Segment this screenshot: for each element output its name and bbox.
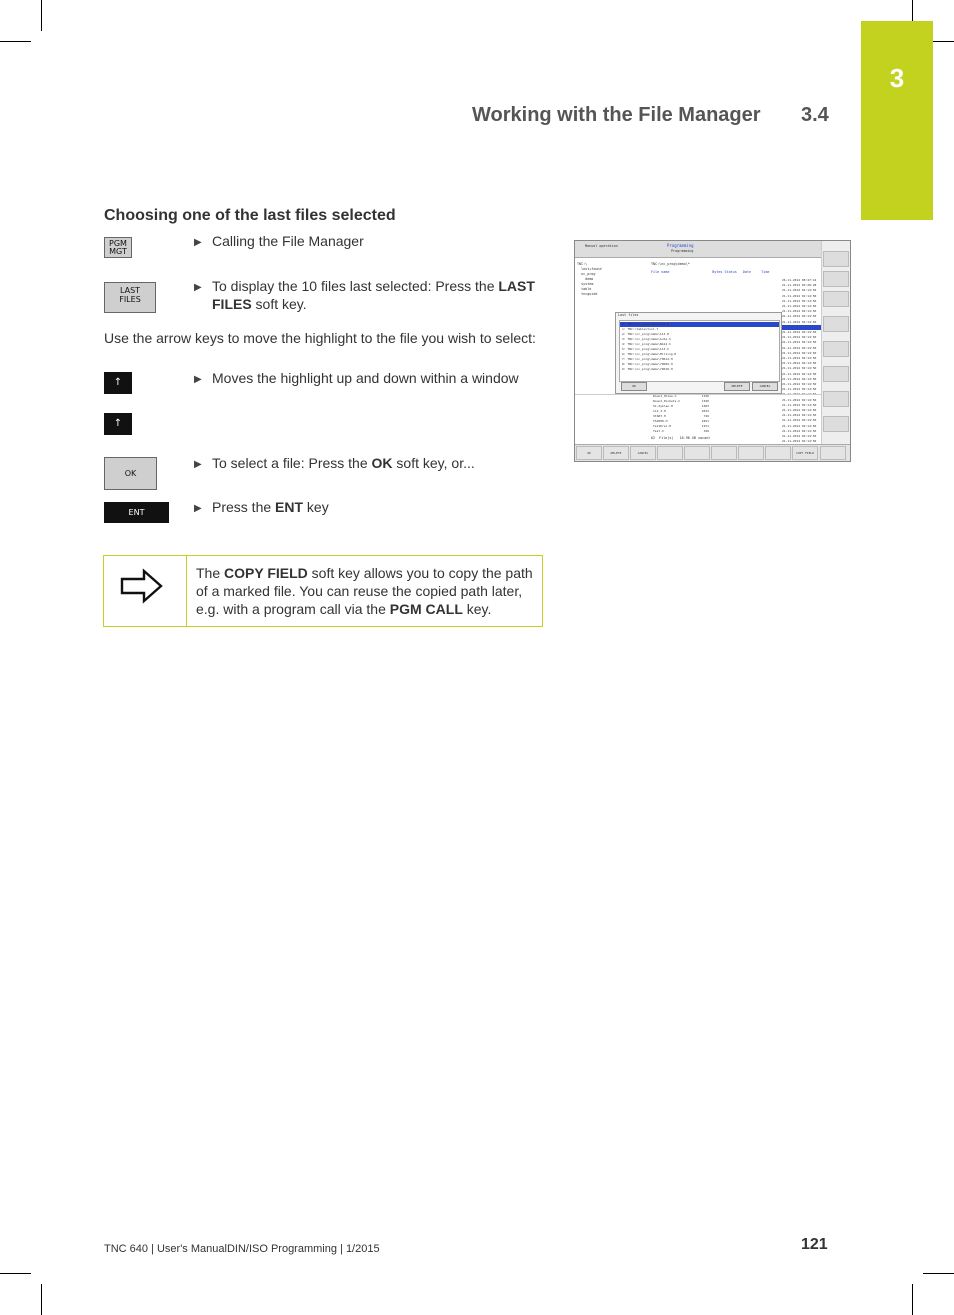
tip-note-box	[103, 555, 543, 627]
chapter-tab	[861, 21, 933, 220]
footer-text: TNC 640 | User's ManualDIN/ISO Programming | 1/2015	[104, 1243, 380, 1255]
vertical-softkey-column	[821, 241, 850, 447]
mode-bar	[575, 241, 821, 258]
arrow-down-key-icon: ↑	[104, 413, 132, 435]
dialog-delete-button[interactable]: DELETE	[724, 382, 750, 391]
crop-mark	[0, 41, 31, 42]
last-files-dialog	[615, 312, 782, 394]
note-text: The COPY FIELD soft key allows you to copy the path of a marked file. You can reuse the copied path later, e.g. with a program call via the PGM CALL key.	[196, 565, 533, 617]
page-number: 121	[801, 1236, 828, 1253]
file-date-column: 26-11-2014 08:47:42 21-11-2014 02:28:28 21-11-2014 02:14:50 21-11-2014 02:14:50 21-11-2014 02:14:50 21-11-2014 02:14:50 21-11-2014 02:14:50 21-11-2014 02:14:50 21-11-2014 02:14:50 21-11-2014 02:14:50 21-11-2014 02:14:50 21-11-2014 02:14:50 21-11-2014 02:14:50 21-11-2014 02:14:50 21-11-2014 02:14:50 21-11-2014 02:14:50 21-11-2014 02:14:50 21-11-2014 02:14:50 21-11-2014 02:14:50 21-11-2014 02:14:50 21-11-2014 02:14:50 21-11-2014 02:14:50 21-11-2014 02:14:50 21-11-2014 02:14:50 21-11-2014 02:14:50 21-11-2014 02:14:50 21-11-2014 02:14:50 21-11-2014 02:14:50 21-11-2014 02:14:50 21-11-2014 02:14:50	[782, 278, 817, 444]
tnc-screen-screenshot	[574, 240, 851, 462]
triangle-bullet-icon: ▶	[194, 459, 202, 470]
vertical-softkey[interactable]	[823, 341, 849, 357]
softkey-empty[interactable]	[684, 446, 710, 460]
last-files-list[interactable]	[619, 320, 780, 382]
bottom-file-list: Round_Holes.h 1326 Round_Pockets.h 1520 SC-Zyklen.H 1603 sl2_3.H 4013 START.H 746 TA2000.H 2451 TestDrei.H 1971 Test.h 329	[653, 394, 709, 433]
status-line: 62 File(s) 16.96 GB vacant	[651, 436, 711, 440]
note-divider	[186, 556, 187, 626]
ok-softkey-icon: OK	[104, 457, 157, 490]
running-header-title: Working with the File Manager	[472, 104, 761, 126]
vertical-softkey[interactable]	[823, 271, 849, 287]
crop-mark	[41, 1284, 42, 1315]
last-files-entries: 0: TNC:\nc_prog\demo\113.H 1: TNC:\table\tool.t 2: TNC:\nc_prog\demo\113.H 3: TNC:\nc_prog\demo\Sute.h 4: TNC:\nc_prog\demo\NA12.h 5: TNC:\nc_prog\demo\113.h 6: TNC:\nc_prog\demo\Milling.H 7: TNC:\nc_prog\demo\79014.H 8: TNC:\nc_prog\demo\79069.H 9: TNC:\nc_prog\demo\79010.H	[622, 322, 677, 371]
section-title: Choosing one of the last files selected	[104, 207, 396, 224]
vertical-softkey[interactable]	[823, 291, 849, 307]
crop-mark	[41, 0, 42, 31]
pgm-mgt-key-icon: PGM MGT	[104, 237, 132, 258]
softkey-empty[interactable]	[820, 446, 846, 460]
directory-tree: TNC:\ lost+found nc_prog demo system table tncguide	[577, 262, 602, 296]
triangle-bullet-icon: ▶	[194, 374, 202, 385]
horizontal-softkey-bar	[575, 444, 850, 461]
highlighted-date-row	[782, 325, 821, 330]
last-files-softkey-icon: LAST FILES	[104, 282, 156, 313]
dialog-ok-button[interactable]: OK	[621, 382, 647, 391]
vertical-softkey[interactable]	[823, 251, 849, 267]
triangle-bullet-icon: ▶	[194, 282, 202, 293]
softkey-cancel[interactable]: CANCEL	[630, 446, 656, 460]
file-list-header: File name Bytes Status Date Time	[651, 270, 770, 274]
mode-right-sublabel: Programming	[671, 249, 694, 253]
vertical-softkey[interactable]	[823, 316, 849, 332]
running-header-section: 3.4	[801, 104, 829, 126]
softkey-empty[interactable]	[657, 446, 683, 460]
vertical-softkey[interactable]	[823, 391, 849, 407]
softkey-empty[interactable]	[765, 446, 791, 460]
step-last-files: ▶ To display the 10 files last selected: Press the LAST FILES soft key.	[194, 278, 535, 312]
crop-mark	[912, 1284, 913, 1315]
ent-key-icon: ENT	[104, 502, 169, 523]
dialog-cancel-button[interactable]: CANCEL	[752, 382, 778, 391]
crop-mark	[0, 1273, 31, 1274]
arrow-right-icon	[120, 568, 164, 604]
step-call-file-manager: ▶ Calling the File Manager	[194, 232, 544, 252]
dialog-title: Last files	[618, 313, 639, 317]
softkey-empty[interactable]	[738, 446, 764, 460]
crop-mark	[923, 1273, 954, 1274]
vertical-softkey[interactable]	[823, 366, 849, 382]
softkey-ok[interactable]: OK	[576, 446, 602, 460]
mode-right-label: Programming	[667, 243, 694, 248]
chapter-number: 3	[889, 63, 905, 93]
softkey-empty[interactable]	[711, 446, 737, 460]
arrow-up-key-icon: ↑	[104, 372, 132, 394]
mode-left-label: Manual operation	[585, 244, 618, 248]
softkey-copy-field[interactable]: COPY FIELD	[792, 446, 818, 460]
vertical-softkey[interactable]	[823, 416, 849, 432]
triangle-bullet-icon: ▶	[194, 503, 202, 514]
softkey-delete[interactable]: DELETE	[603, 446, 629, 460]
current-path: TNC:\nc_prog\demo\*	[651, 262, 690, 266]
step-press-ent: ▶ Press the ENT key	[194, 498, 544, 518]
step-select-ok: ▶ To select a file: Press the OK soft key, or...	[194, 454, 544, 474]
step-move-highlight: ▶ Moves the highlight up and down within a window	[194, 369, 544, 389]
triangle-bullet-icon: ▶	[194, 237, 202, 248]
instruction-paragraph: Use the arrow keys to move the highlight to the file you wish to select:	[104, 330, 536, 346]
